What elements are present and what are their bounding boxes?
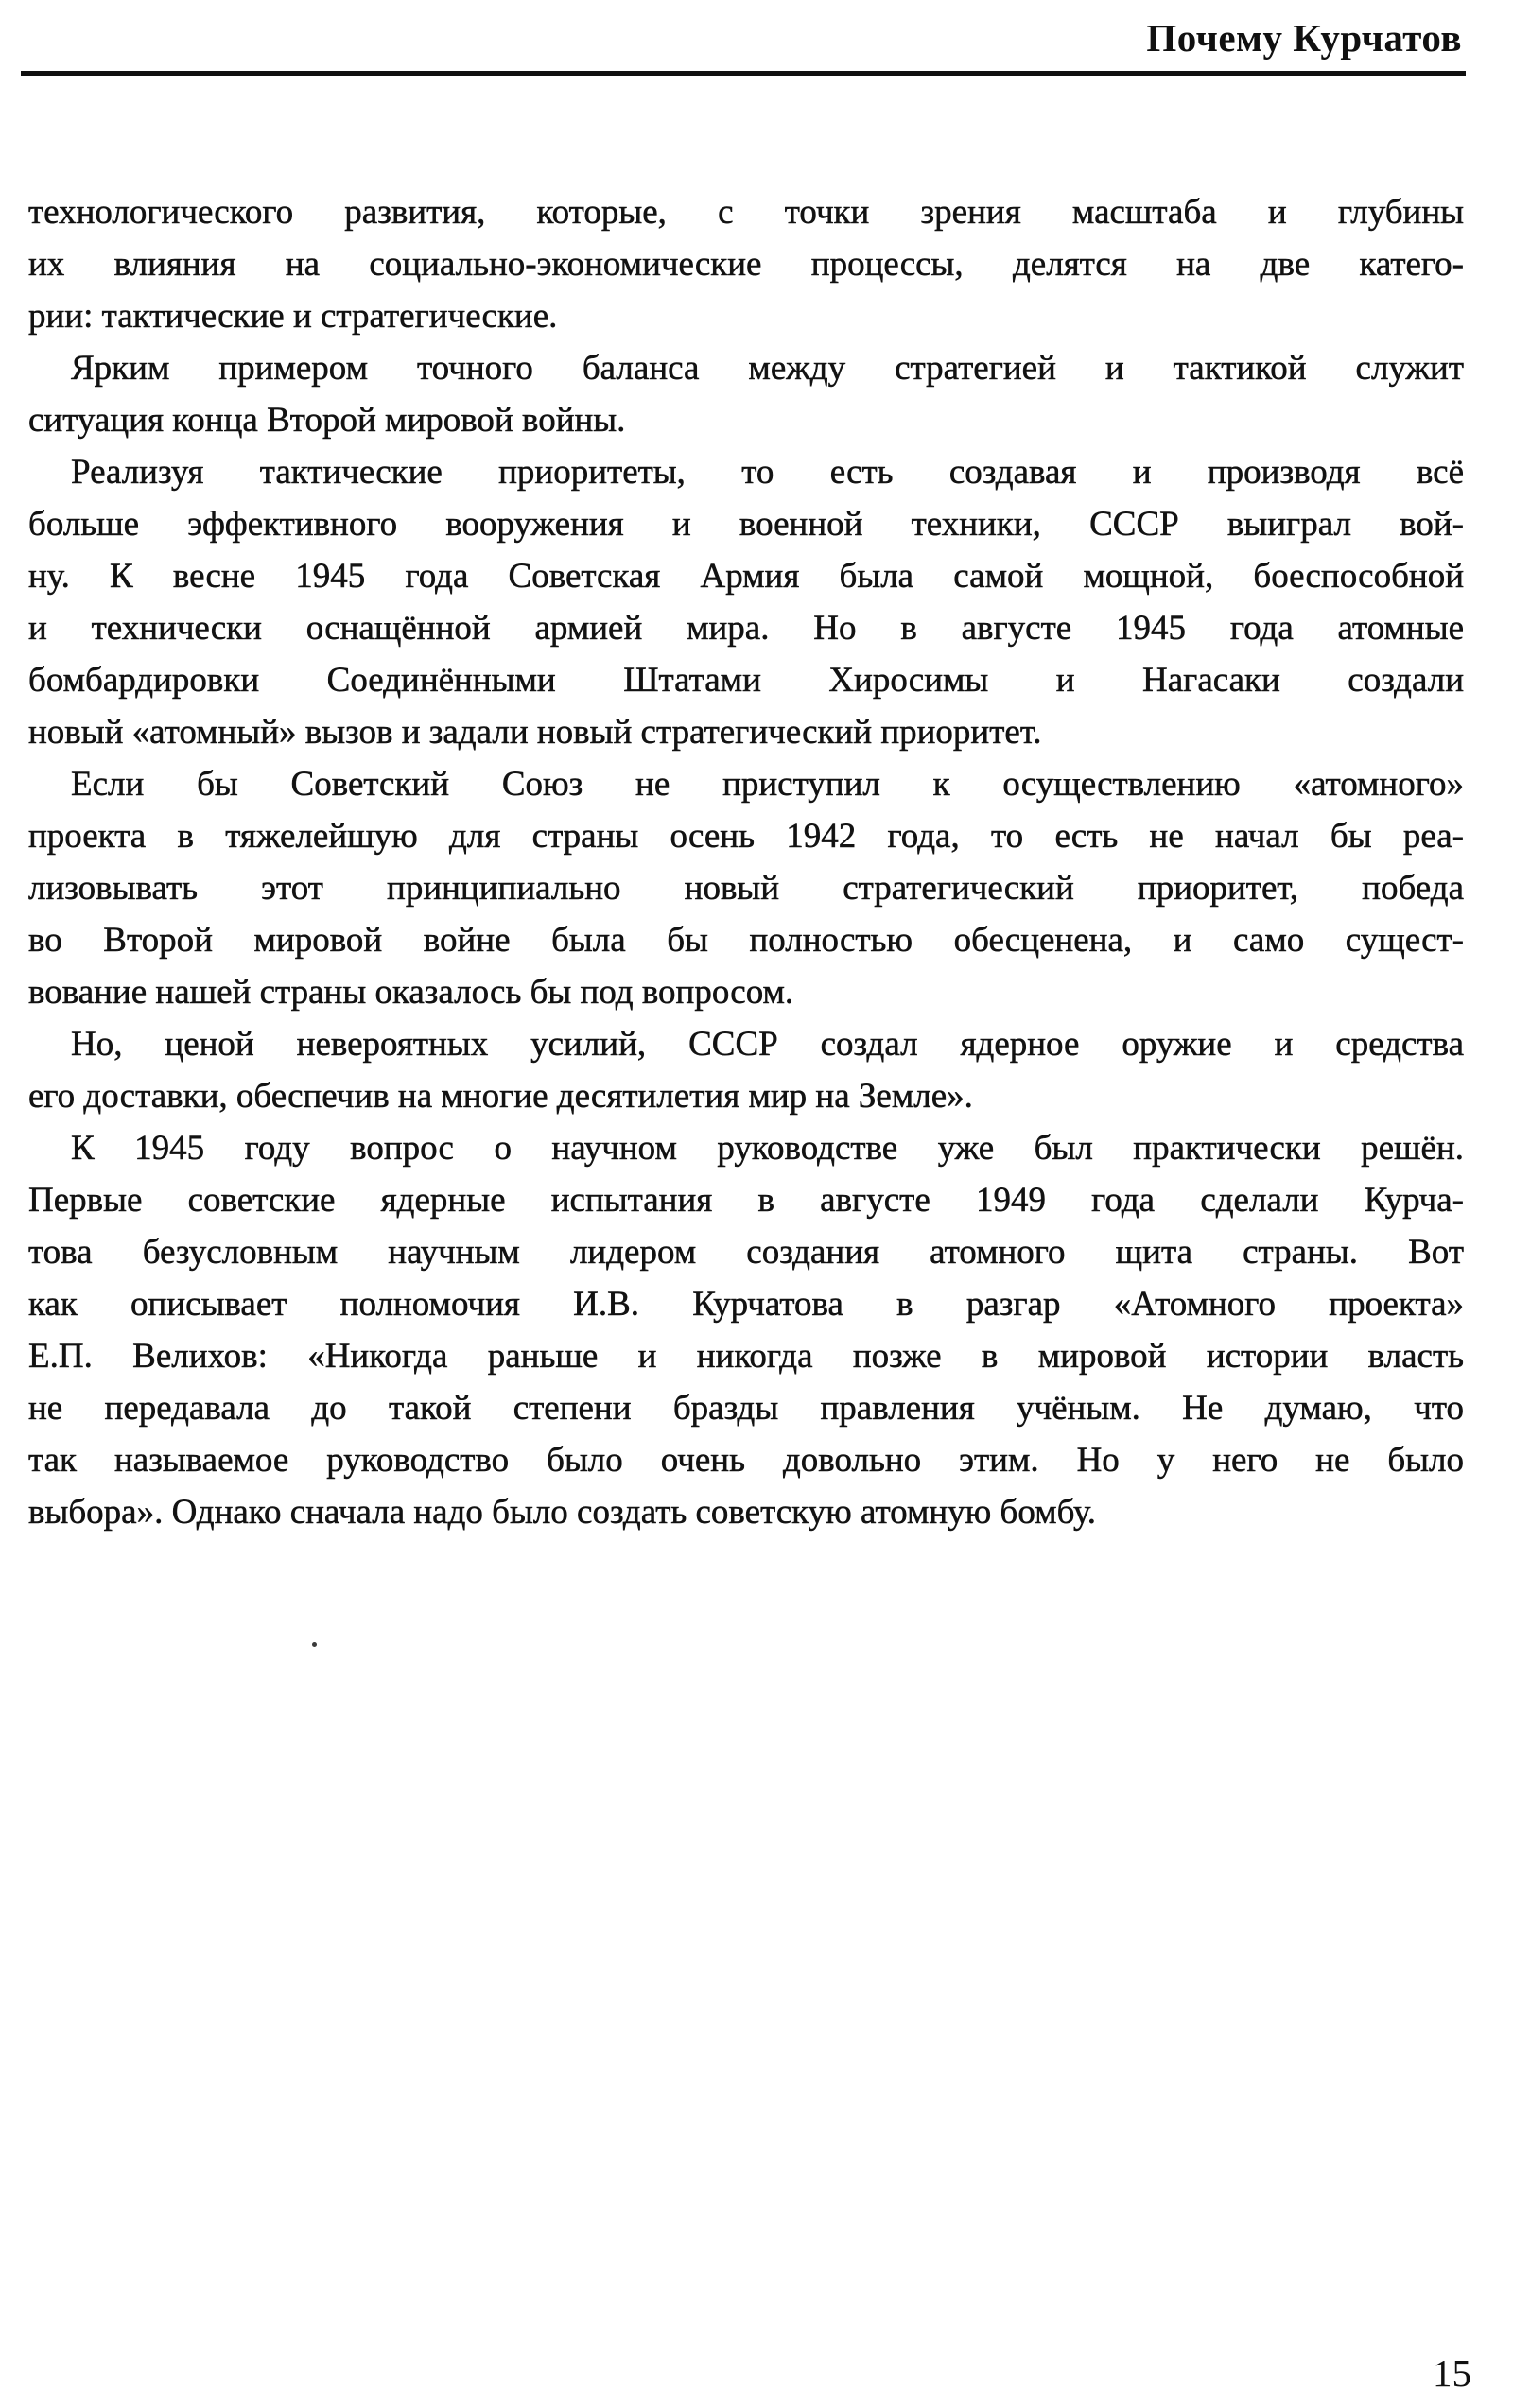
text-line: Е.П. Велихов: «Никогда раньше и никогда позже в мировой истории власть <box>28 1337 1464 1376</box>
text-line: их влияния на социально-экономические процессы, делятся на две катего- <box>28 245 1464 284</box>
text-line: выбора». Однако сначала надо было создать советскую атомную бомбу. <box>28 1493 1097 1532</box>
text-line: К 1945 году вопрос о научном руководстве уже был практически решён. <box>71 1129 1464 1168</box>
text-line: ну. К весне 1945 года Советская Армия была самой мощной, боеспособной <box>28 557 1464 596</box>
text-line: новый «атомный» вызов и задали новый стратегический приоритет. <box>28 713 1042 752</box>
running-head-title: Почему Курчатов <box>1146 16 1462 60</box>
paragraph <box>28 1122 1464 1538</box>
text-line: Если бы Советский Союз не приступил к осуществлению «атомного» <box>71 765 1464 804</box>
text-line: ситуация конца Второй мировой войны. <box>28 401 626 440</box>
text-line: бомбардировки Соединёнными Штатами Хиросимы и Нагасаки создали <box>28 661 1464 700</box>
text-line: рии: тактические и стратегические. <box>28 297 558 336</box>
print-artifact-dot <box>312 1642 317 1647</box>
paragraph <box>28 758 1464 1018</box>
text-line: Ярким примером точного баланса между стратегией и тактикой служит <box>71 349 1464 388</box>
text-line: его доставки, обеспечив на многие десятилетия мир на Земле». <box>28 1077 973 1116</box>
text-line: Первые советские ядерные испытания в августе 1949 года сделали Курча- <box>28 1181 1464 1220</box>
paragraph <box>28 446 1464 758</box>
text-line: не передавала до такой степени бразды правления учёным. Не думаю, что <box>28 1389 1464 1428</box>
text-line: так называемое руководство было очень довольно этим. Но у него не было <box>28 1441 1464 1480</box>
paragraph <box>28 186 1464 342</box>
paragraph <box>28 342 1464 446</box>
text-line: Реализуя тактические приоритеты, то есть создавая и производя всё <box>71 453 1464 492</box>
text-line: как описывает полномочия И.В. Курчатова в разгар «Атомного проекта» <box>28 1285 1464 1324</box>
paragraph <box>28 1018 1464 1122</box>
text-line: Но, ценой невероятных усилий, СССР создал ядерное оружие и средства <box>71 1025 1464 1064</box>
page-number: 15 <box>1433 2351 1471 2395</box>
text-line: това безусловным научным лидером создания атомного щита страны. Вот <box>28 1233 1464 1272</box>
text-line: и технически оснащённой армией мира. Но в августе 1945 года атомные <box>28 609 1464 648</box>
text-line: проекта в тяжелейшую для страны осень 1942 года, то есть не начал бы реа- <box>28 817 1464 856</box>
header-rule <box>21 71 1466 76</box>
text-line: вование нашей страны оказалось бы под вопросом. <box>28 973 794 1012</box>
text-line: больше эффективного вооружения и военной техники, СССР выиграл вой- <box>28 505 1464 544</box>
text-line: лизовывать этот принципиально новый стратегический приоритет, победа <box>28 869 1464 908</box>
text-line: во Второй мировой войне была бы полностью обесценена, и само сущест- <box>28 921 1464 960</box>
body-text <box>28 186 1464 1538</box>
text-line: технологического развития, которые, с точки зрения масштаба и глубины <box>28 193 1464 232</box>
